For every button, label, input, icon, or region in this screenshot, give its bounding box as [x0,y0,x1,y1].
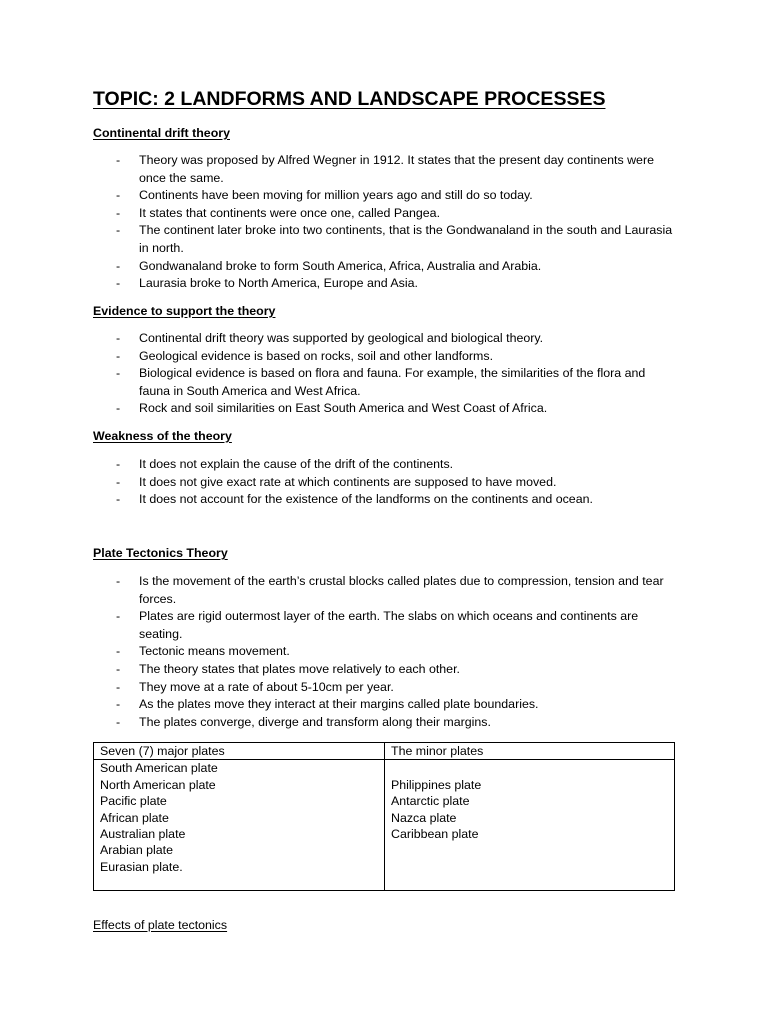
list-item: - Theory was proposed by Alfred Wegner in 1912. It states that the present day continents were once the same. [116,153,654,185]
table-header-row [94,743,675,760]
document-page [93,88,678,932]
list-item: - As the plates move they interact at their margins called plate boundaries. [116,697,539,712]
list-item: - It states that continents were once one, called Pangea. [116,205,441,220]
list-item: - They move at a rate of about 5-10cm per year. [116,679,394,694]
section-heading-continental-drift: Continental drift theory [93,126,230,140]
major-plates-cell [94,760,385,891]
plate-tectonics-list [93,573,678,731]
major-plate: North American plate [100,777,216,792]
major-plate: Pacific plate [100,794,167,809]
list-item: - Gondwanaland broke to form South America, Africa, Australia and Arabia. [116,258,542,273]
major-plate: Australian plate [100,827,186,842]
major-plate: African plate [100,810,169,825]
section-heading-effects: Effects of plate tectonics [93,918,228,932]
list-item: - Rock and soil similarities on East South America and West Coast of Africa. [116,401,548,416]
weakness-list [93,456,593,509]
list-item: - Continental drift theory was supported by geological and biological theory. [116,331,544,345]
section-heading-plate-tectonics: Plate Tectonics Theory [93,546,228,560]
list-item: - It does not account for the existence of the landforms on the continents and ocean. [116,492,593,507]
minor-plates-header: The minor plates [385,743,675,760]
plates-table [93,742,675,891]
major-plate: South American plate [100,761,218,776]
list-item: - It does not explain the cause of the drift of the continents. [116,457,454,471]
page-title: TOPIC: 2 LANDFORMS AND LANDSCAPE PROCESSES [93,88,606,110]
list-item: - Geological evidence is based on rocks, soil and other landforms. [116,348,494,363]
list-item: - Continents have been moving for million years ago and still do so today. [116,188,533,203]
list-item: - The continent later broke into two continents, that is the Gondwanaland in the south and Laurasia in north. [116,223,673,255]
table-row [94,760,675,891]
list-item: - Is the movement of the earth’s crustal blocks called plates due to compression, tension and tear forces. [116,574,664,606]
list-item: - Biological evidence is based on flora and fauna. For example, the similarities of the flora and fauna in South America and West Africa. [116,366,646,398]
list-item: - Laurasia broke to North America, Europe and Asia. [116,276,418,291]
section-heading-weakness: Weakness of the theory [93,429,232,443]
major-plate: Eurasian plate. [100,859,183,874]
list-item: - Plates are rigid outermost layer of the earth. The slabs on which oceans and continents are seating. [116,609,639,641]
minor-plate-spacer [391,760,668,776]
continental-drift-list [93,152,678,293]
section-heading-evidence: Evidence to support the theory [93,304,276,318]
list-item: - The theory states that plates move relatively to each other. [116,661,460,676]
list-item: - Tectonic means movement. [116,644,290,659]
major-plate: Arabian plate [100,843,174,858]
minor-plate: Philippines plate [391,777,482,792]
minor-plate: Nazca plate [391,810,457,825]
list-item: - It does not give exact rate at which continents are supposed to have moved. [116,474,557,489]
minor-plate: Caribbean plate [391,827,479,842]
major-plates-header: Seven (7) major plates [94,743,385,760]
minor-plates-cell [385,760,675,891]
list-item: - The plates converge, diverge and transform along their margins. [116,714,491,729]
minor-plate: Antarctic plate [391,794,470,809]
evidence-list [93,330,678,418]
